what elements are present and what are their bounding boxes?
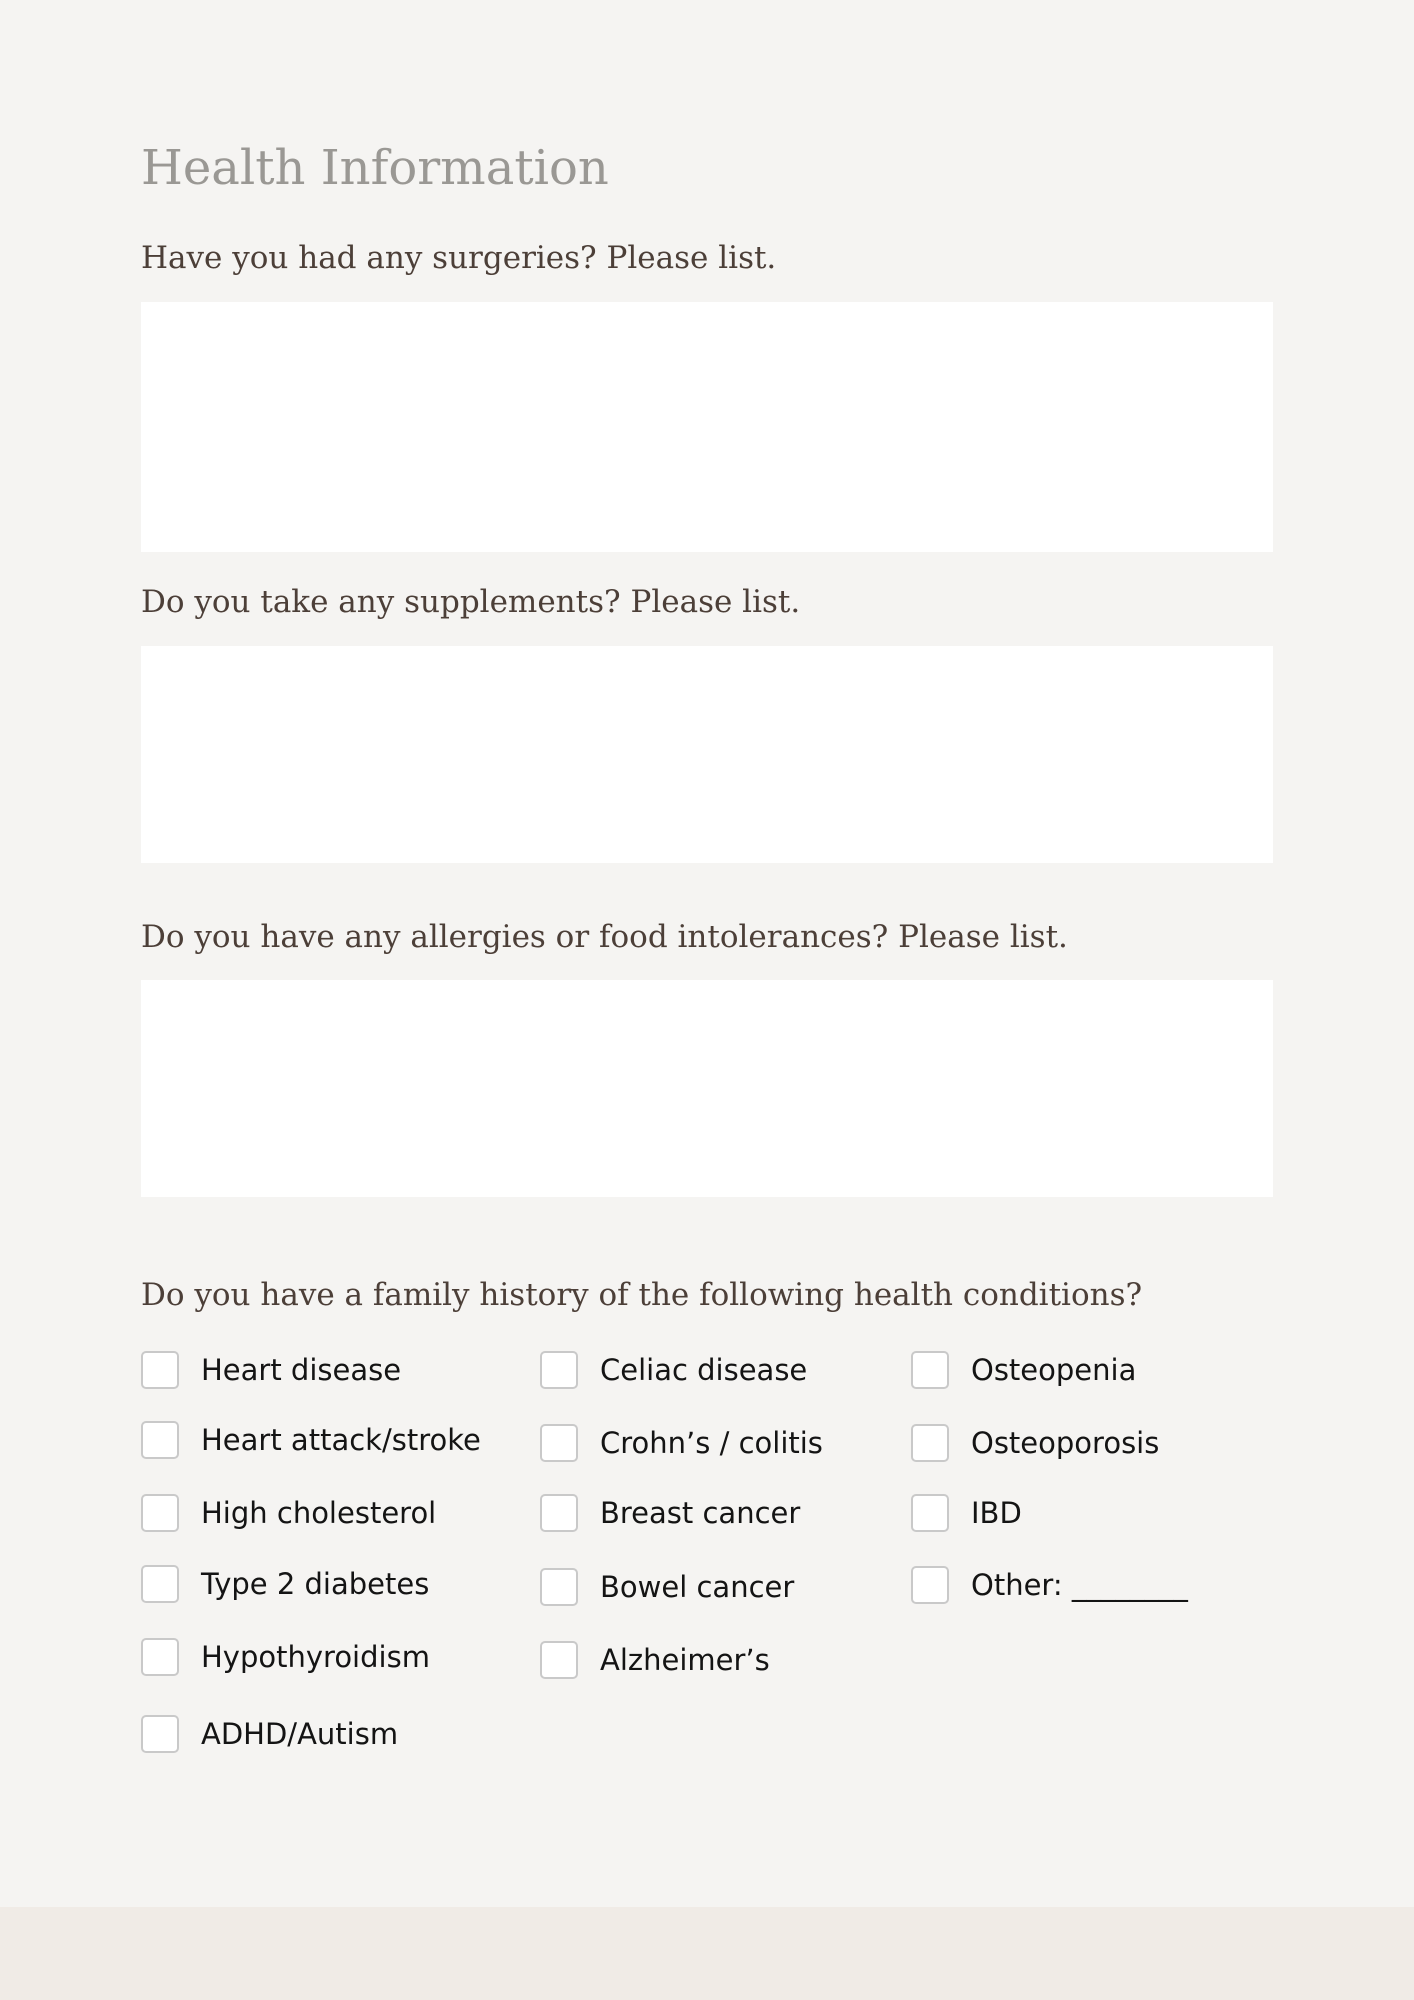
condition-checkbox[interactable] <box>911 1351 949 1389</box>
condition-option[interactable] <box>141 1636 430 1678</box>
condition-label: IBD <box>971 1496 1022 1530</box>
condition-option[interactable] <box>540 1422 823 1464</box>
allergies-question: Do you have any allergies or food intolerances? Please list. <box>141 919 1068 955</box>
condition-label: Osteopenia <box>971 1353 1137 1387</box>
condition-option[interactable] <box>540 1492 800 1534</box>
condition-checkbox[interactable] <box>911 1494 949 1532</box>
condition-option[interactable] <box>540 1639 770 1681</box>
condition-label: Bowel cancer <box>600 1570 795 1604</box>
condition-label: Heart attack/stroke <box>201 1423 481 1457</box>
condition-label: Type 2 diabetes <box>201 1567 430 1601</box>
condition-checkbox[interactable] <box>911 1566 949 1604</box>
condition-checkbox[interactable] <box>141 1421 179 1459</box>
surgeries-question: Have you had any surgeries? Please list. <box>141 240 777 276</box>
condition-checkbox[interactable] <box>141 1351 179 1389</box>
condition-checkbox[interactable] <box>540 1568 578 1606</box>
condition-label: Celiac disease <box>600 1353 808 1387</box>
condition-option[interactable] <box>141 1713 398 1755</box>
condition-option[interactable] <box>540 1566 794 1608</box>
condition-label: ADHD/Autism <box>201 1717 399 1751</box>
condition-label: Other: ________ <box>971 1568 1188 1602</box>
condition-label: Hypothyroidism <box>201 1640 430 1674</box>
condition-checkbox[interactable] <box>540 1424 578 1462</box>
condition-checkbox[interactable] <box>141 1715 179 1753</box>
condition-option[interactable] <box>911 1422 1159 1464</box>
condition-option[interactable] <box>911 1349 1136 1391</box>
condition-option[interactable] <box>141 1563 429 1605</box>
condition-option[interactable] <box>911 1492 1022 1534</box>
condition-option[interactable] <box>141 1492 436 1534</box>
condition-label: Alzheimer’s <box>600 1643 770 1677</box>
condition-checkbox[interactable] <box>540 1494 578 1532</box>
condition-option[interactable] <box>911 1564 1188 1606</box>
condition-label: Heart disease <box>201 1353 402 1387</box>
footer-band <box>0 1907 1414 2000</box>
supplements-answer-field[interactable] <box>141 646 1273 863</box>
condition-checkbox[interactable] <box>141 1494 179 1532</box>
condition-option[interactable] <box>141 1349 401 1391</box>
condition-checkbox[interactable] <box>141 1565 179 1603</box>
condition-label: Breast cancer <box>600 1496 801 1530</box>
family-history-question: Do you have a family history of the following health conditions? <box>141 1277 1143 1313</box>
allergies-answer-field[interactable] <box>141 980 1273 1197</box>
supplements-question: Do you take any supplements? Please list. <box>141 584 801 620</box>
condition-label: Crohn’s / colitis <box>600 1426 823 1460</box>
condition-checkbox[interactable] <box>540 1641 578 1679</box>
condition-label: Osteoporosis <box>971 1426 1160 1460</box>
condition-label: High cholesterol <box>201 1496 437 1530</box>
section-title: Health Information <box>141 140 609 196</box>
condition-checkbox[interactable] <box>911 1424 949 1462</box>
condition-checkbox[interactable] <box>141 1638 179 1676</box>
condition-checkbox[interactable] <box>540 1351 578 1389</box>
condition-option[interactable] <box>141 1419 481 1461</box>
condition-option[interactable] <box>540 1349 807 1391</box>
surgeries-answer-field[interactable] <box>141 302 1273 552</box>
